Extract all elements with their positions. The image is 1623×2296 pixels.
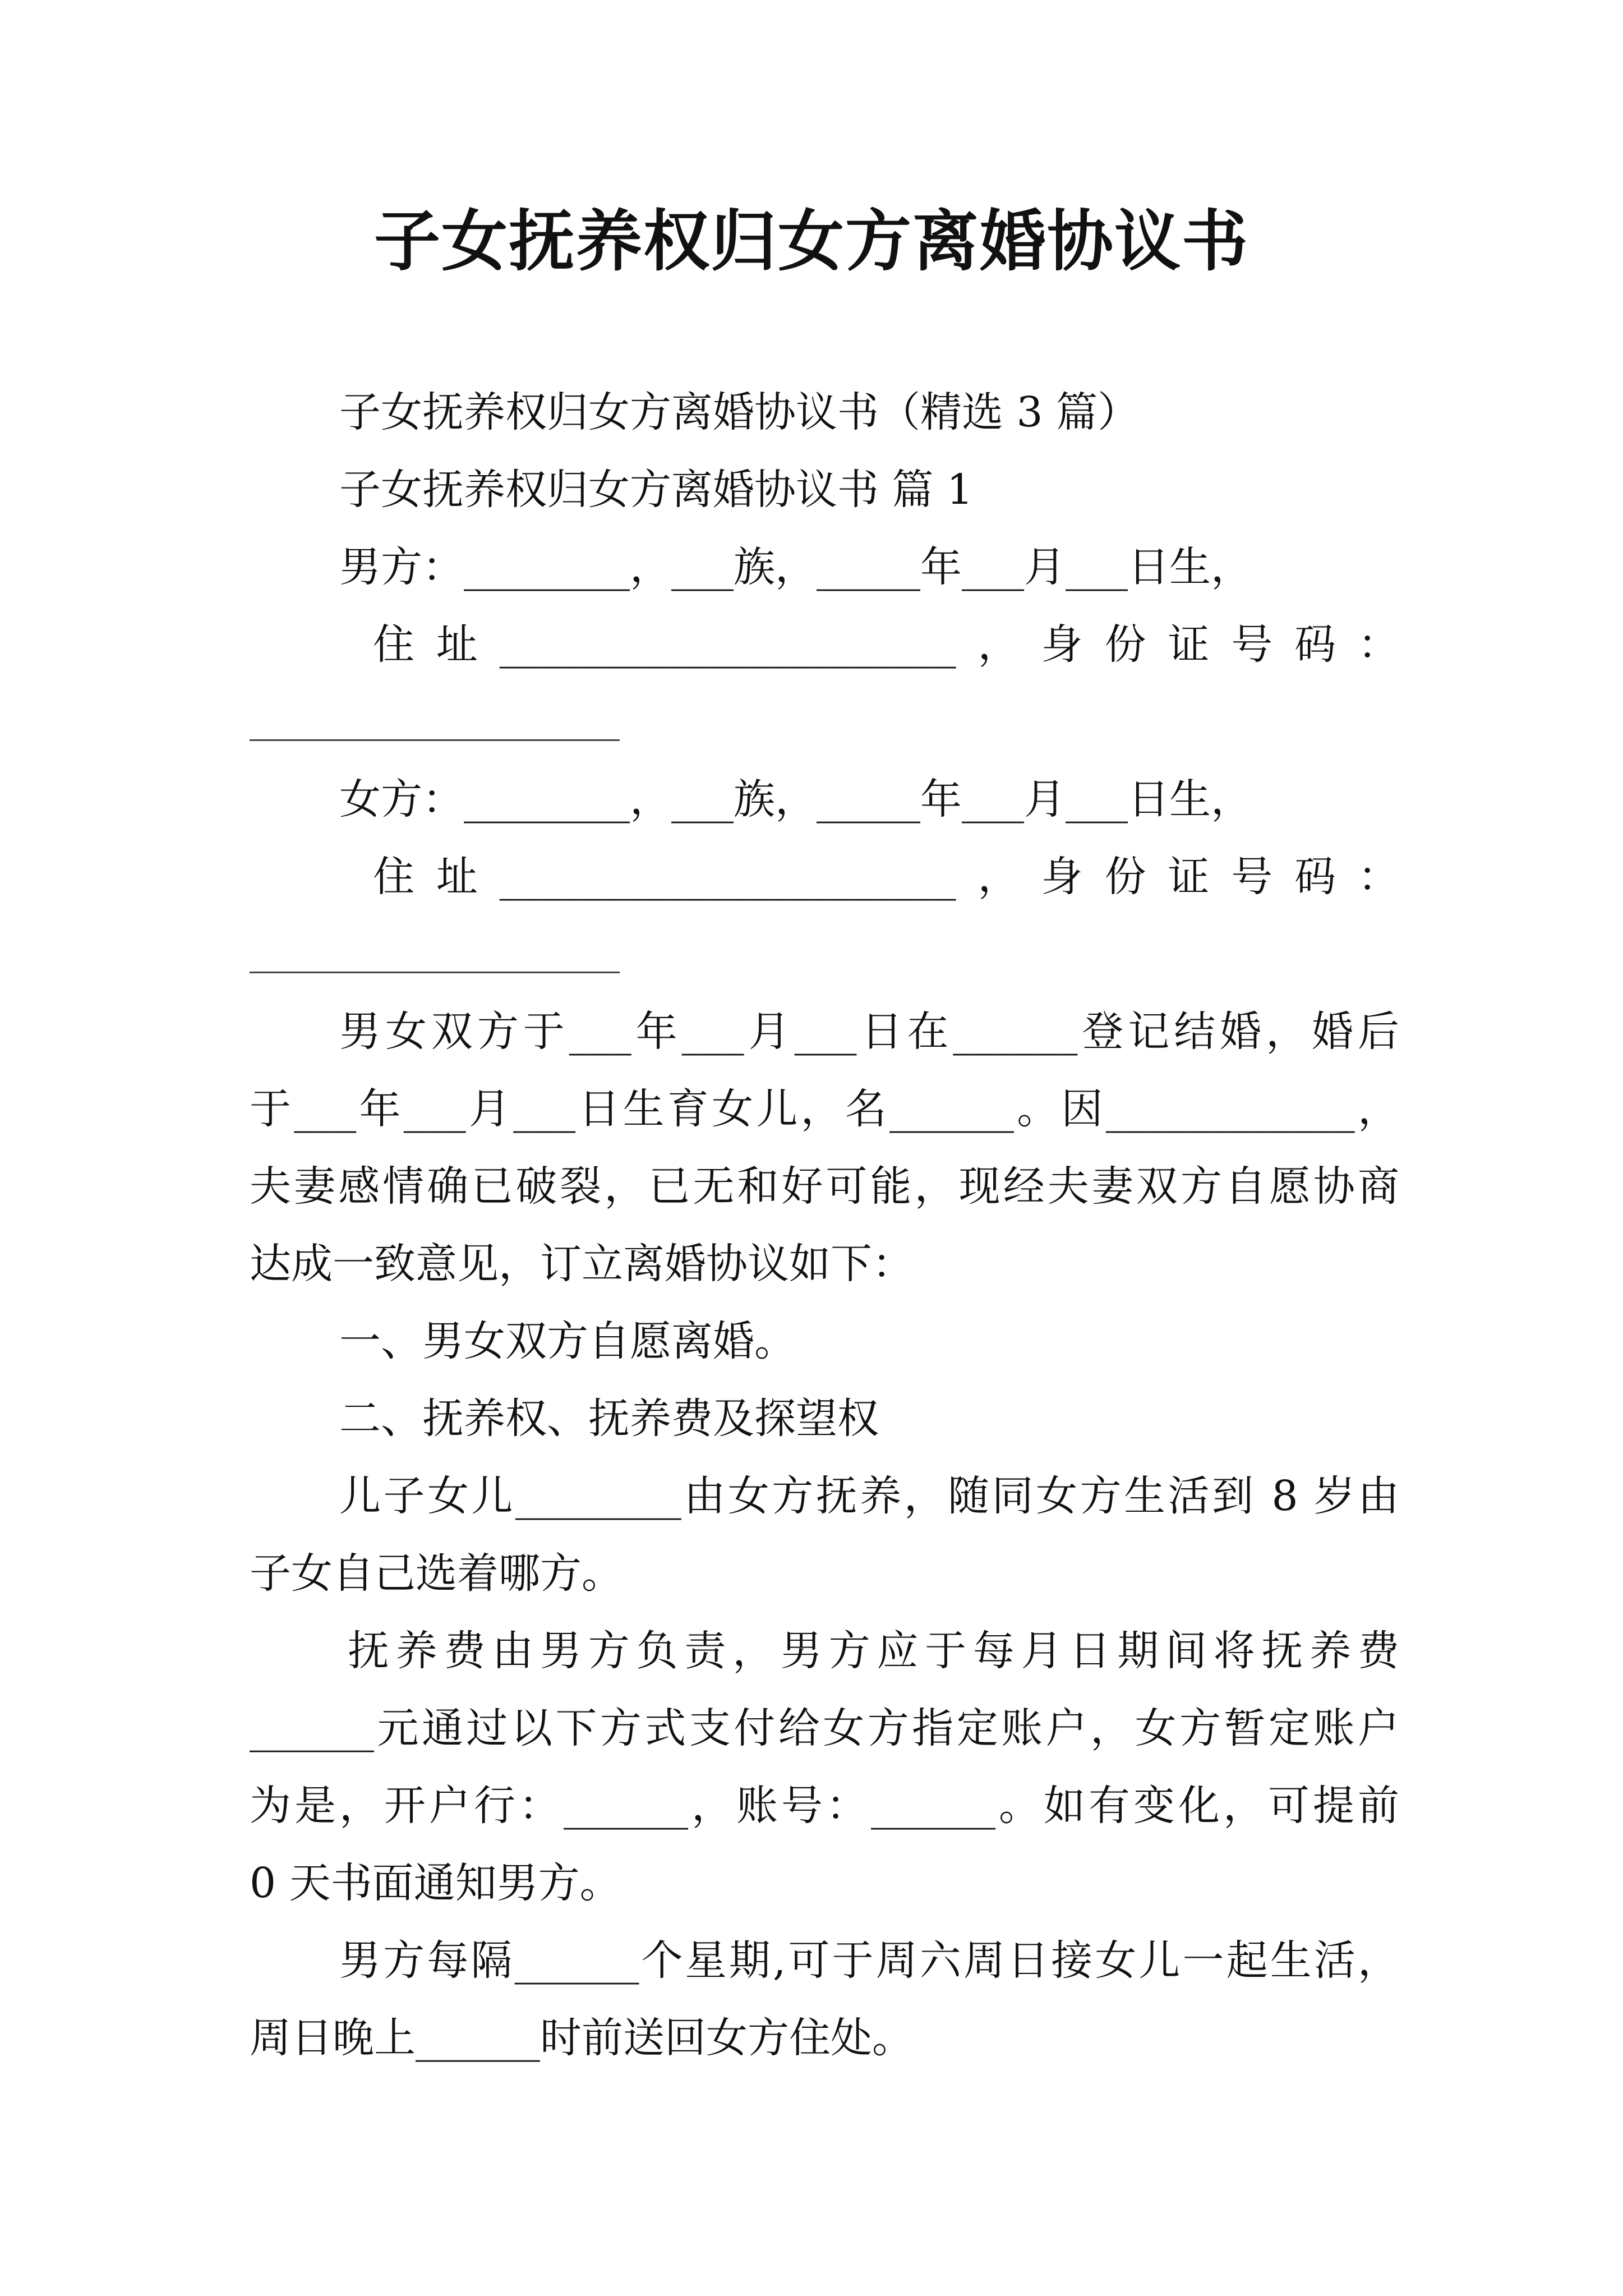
male-address-line: 住址______________________，身份证号码：: [373, 620, 1399, 669]
female-party-line: 女方：________，___族，_____年___月___日生，: [339, 775, 1252, 823]
body-line: 0 天书面通知男方。: [250, 1859, 621, 1907]
male-id-blank: [250, 739, 620, 741]
body-line: 男女双方于___年___月___日在______登记结婚，婚后: [339, 1007, 1399, 1056]
body-line: 夫妻感情确已破裂，已无和好可能，现经夫妻双方自愿协商: [250, 1162, 1399, 1211]
subtitle-line: 子女抚养权归女方离婚协议书（精选 3 篇）: [339, 388, 1140, 436]
body-line: 子女自己选着哪方。: [250, 1549, 623, 1598]
body-line: 于___年___月___日生育女儿，名______。因____________，: [250, 1085, 1399, 1133]
document-title: 子女抚养权归女方离婚协议书: [374, 202, 1249, 280]
clause-heading: 一、男女双方自愿离婚。: [339, 1317, 796, 1365]
female-address-line: 住址______________________，身份证号码：: [373, 853, 1399, 901]
body-line: 男方每隔______个星期,可于周六周日接女儿一起生活，: [339, 1936, 1399, 1985]
section-heading: 子女抚养权归女方离婚协议书 篇 1: [339, 466, 974, 514]
body-line: 儿子女儿________由女方抚养，随同女方生活到 8 岁由: [339, 1472, 1399, 1520]
body-line: ______元通过以下方式支付给女方指定账户，女方暂定账户: [250, 1704, 1399, 1752]
female-id-blank: [250, 972, 620, 973]
body-line: 周日晚上______时前送回女方住处。: [250, 2014, 914, 2062]
body-line: 达成一致意见，订立离婚协议如下：: [250, 1240, 914, 1288]
body-line: 为是，开户行：______，账号：______。如有变化，可提前: [250, 1782, 1399, 1830]
clause-heading: 二、抚养权、抚养费及探望权: [339, 1395, 879, 1443]
body-line: 抚养费由男方负责，男方应于每月日期间将抚养费: [348, 1627, 1399, 1675]
male-party-line: 男方：________，___族，_____年___月___日生，: [339, 543, 1252, 591]
